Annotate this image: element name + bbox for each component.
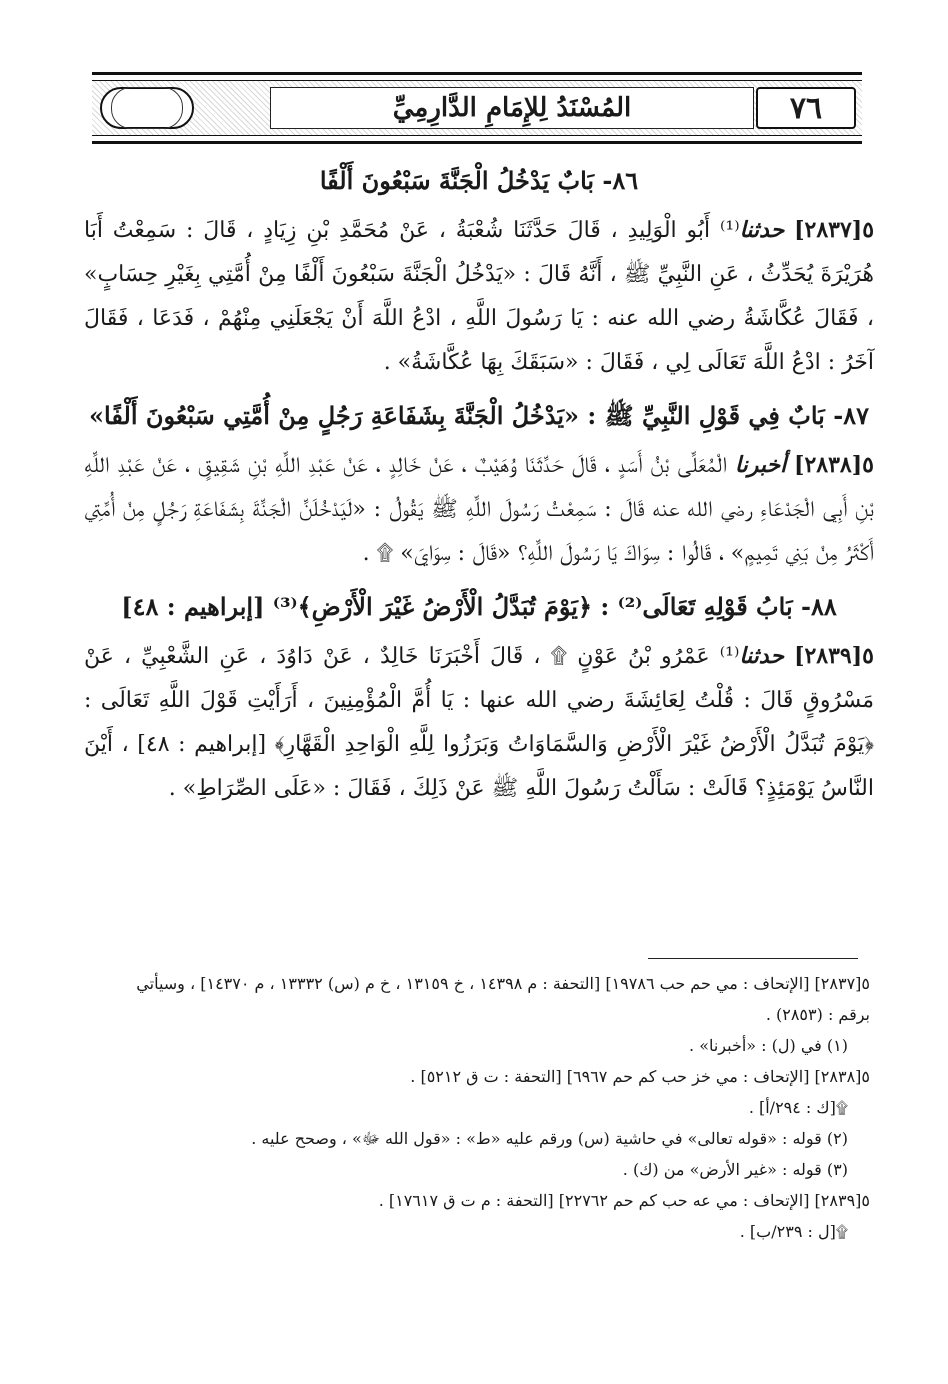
book-seal-logo <box>100 87 194 129</box>
seal-inner-frame <box>111 87 183 129</box>
hadith-2838 <box>84 443 874 576</box>
hadith-text: الْمُعَلَّى بْنُ أَسَدٍ ، قَالَ حَدَّثَنَا وُهَيْبٌ ، عَنْ خَالِدٍ ، عَنْ عَبْدِ اللَّهِ بْنِ شَقِيقٍ ، عَنْ عَبْدِ اللَّهِ بْنِ أَبِي الْجَدْعَاءِ رضي الله عنه قَالَ : سَمِعْتُ رَسُولَ اللَّهِ ﷺ يَقُولُ : «لَيَدْخُلَنَّ الْجَنَّةَ بِشَفَاعَةِ رَجُلٍ مِنْ أُمَّتِي أَكْثَرُ مِنْ بَنِي تَمِيمٍ» ، قَالُوا : سِوَاكَ يَا رَسُولَ اللَّهِ؟ «قَالَ : سِوَايَ» ۩ . <box>84 453 874 566</box>
page-number: ٧٦ <box>789 90 823 126</box>
footnote-2: (٢) قوله : «قوله تعالى» في حاشية (س) ورقم عليه «ط» : «قول الله ﷻ» ، وصحح عليه . <box>251 1129 848 1148</box>
hadith-2837 <box>84 208 874 385</box>
hadith-number: ٥[٢٨٣٩] <box>794 643 874 669</box>
chapter-heading-86: ٨٦- بَابٌ يَدْخُلُ الْجَنَّةَ سَبْعُونَ أَلْفًا <box>319 166 639 195</box>
footnote-3: (٣) قوله : «غير الأرض» من (ك) . <box>622 1160 848 1179</box>
hadith-2839 <box>84 634 874 811</box>
footnote-1: (١) في (ل) : «أخبرنا» . <box>689 1036 848 1055</box>
narration-term: أخبرنا <box>734 452 787 478</box>
hadith-text: ⁽¹⁾ أَبُو الْوَلِيدِ ، قَالَ حَدَّثَنَا شُعْبَةُ ، عَنْ مُحَمَّدِ بْنِ زِيَادٍ ، قَالَ : سَمِعْتُ أَبَا هُرَيْرَةَ يُحَدِّثُ ، عَنِ النَّبِيِّ ﷺ ، أَنَّهُ قَالَ : «يَدْخُلُ الْجَنَّةَ سَبْعُونَ أَلْفًا مِنْ أُمَّتِي بِغَيْرِ حِسَابٍ» ، فَقَالَ عُكَّاشَةُ رضي الله عنه : يَا رَسُولَ اللَّهِ ، ادْعُ اللَّهَ أَنْ يَجْعَلَنِي مِنْهُمْ ، فَدَعَا ، فَقَالَ آخَرُ : ادْعُ اللَّهَ تَعَالَى لِي ، فَقَالَ : «سَبَقَكَ بِهَا عُكَّاشَةُ» . <box>84 218 874 375</box>
footnote-2838-refs: ٥[٢٨٣٨] [الإتحاف : مي خز حب كم حم ٦٩٦٧] [التحفة : ت ق ٥٢١٢] . <box>410 1067 870 1086</box>
chapter-heading-87: ٨٧- بَابٌ فِي قَوْلِ النَّبِيِّ ﷺ : «يَدْخُلُ الْجَنَّةَ بِشَفَاعَةِ رَجُلٍ مِنْ أُمَّتِي سَبْعُونَ أَلْفًا» <box>89 401 869 430</box>
hadith-number: ٥[٢٨٣٨] <box>794 452 874 478</box>
hadith-text: ⁽¹⁾ عَمْرُو بْنُ عَوْنٍ ۩ ، قَالَ أَخْبَرَنَا خَالِدٌ ، عَنْ دَاوُدَ ، عَنِ الشَّعْبِيِّ ، عَنْ مَسْرُوقٍ قَالَ : قُلْتُ لِعَائِشَةَ رضي الله عنها : يَا أُمَّ الْمُؤْمِنِينَ ، أَرَأَيْتِ قَوْلَ اللَّهِ تَعَالَى : ﴿يَوْمَ تُبَدَّلُ الْأَرْضُ غَيْرَ الْأَرْضِ وَالسَّمَاوَاتُ وَبَرَزُوا لِلَّهِ الْوَاحِدِ الْقَهَّارِ﴾ [إبراهيم : ٤٨] ، أَيْنَ النَّاسُ يَوْمَئِذٍ؟ قَالَتْ : سَأَلْتُ رَسُولَ اللَّهِ ﷺ عَنْ ذَلِكَ ، فَقَالَ : «عَلَى الصِّرَاطِ» . <box>84 644 874 801</box>
hadith-number: ٥[٢٨٣٧] <box>794 217 875 243</box>
chapter-heading-88: ٨٨- بَابُ قَوْلِهِ تَعَالَى⁽²⁾ : ﴿يَوْمَ تُبَدَّلُ الْأَرْضُ غَيْرَ الْأَرْضِ﴾⁽³⁾ [إبراهيم : ٤٨] <box>121 592 837 621</box>
book-title: المُسْنَدُ لِلإِمَامِ الدَّارِمِيِّ <box>392 93 632 123</box>
footnote-2839-refs: ٥[٢٨٣٩] [الإتحاف : مي عه حب كم حم ٢٢٧٦٢] [التحفة : م ت ق ١٧٦١٧] . <box>378 1191 870 1210</box>
header-title-box <box>270 87 754 129</box>
footnote-manuscript-ref: ۩[ك : ٢٩٤/أ] . <box>748 1098 848 1117</box>
footnote-divider <box>648 958 858 959</box>
header-ornament-band <box>92 80 862 136</box>
footnote-2837-refs: ٥[٢٨٣٧] [الإتحاف : مي حم حب ١٩٧٨٦] [التحفة : م ١٤٣٩٨ ، خ ١٣١٥٩ ، خ م (س) ١٣٣٣٢ ، م ١٤٣٧٠] ، وسيأتي برقم : (٢٨٥٣) . <box>136 974 870 1024</box>
narration-term: حدثنا <box>739 217 785 243</box>
narration-term: حدثنا <box>739 643 784 669</box>
main-text <box>84 150 874 819</box>
footnotes <box>100 968 870 1247</box>
page-number-box <box>756 87 856 129</box>
page-header <box>92 72 862 144</box>
footnote-manuscript-ref: ۩[ل : ٢٣٩/ب] . <box>739 1222 848 1241</box>
